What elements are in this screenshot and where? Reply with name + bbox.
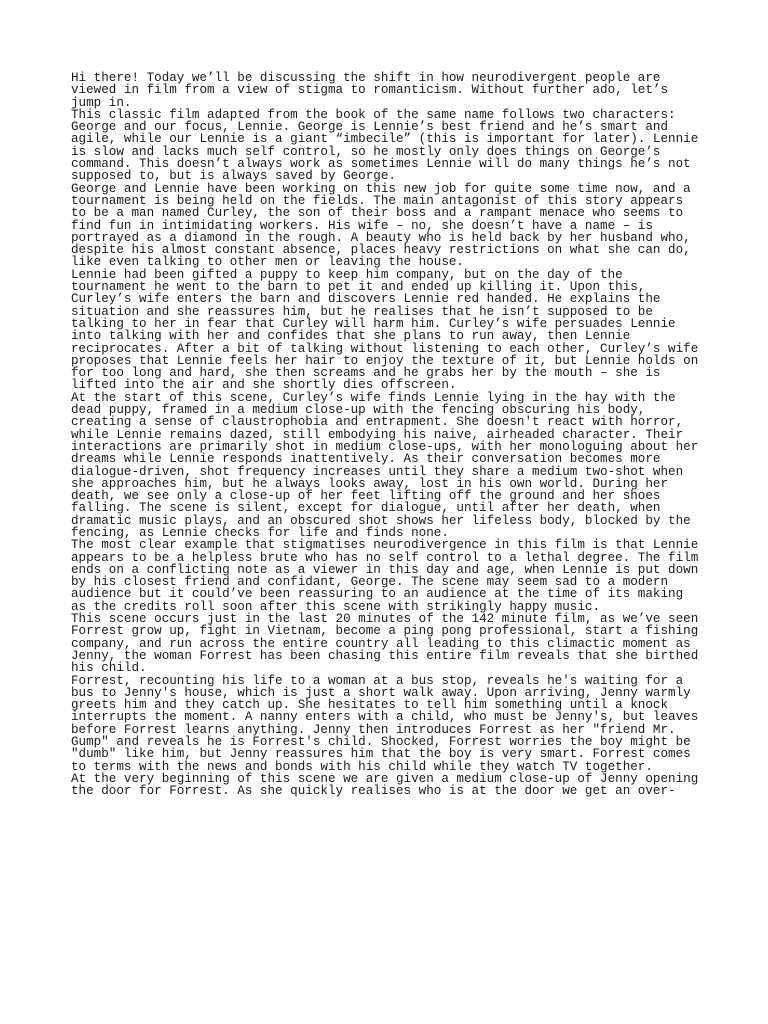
text-line: portrayed as a diamond in the rough. A beauty who is held back by her husband who, — [71, 230, 691, 245]
text-line: as the credits roll soon after this scene with strikingly happy music. — [71, 599, 601, 614]
text-line: dreams while Lennie responds inattentively. As their conversation becomes more — [71, 452, 661, 467]
text-line: Forrest, recounting his life to a woman at a bus stop, reveals he's waiting for a — [71, 673, 684, 688]
text-line: At the start of this scene, Curley’s wife finds Lennie lying in the hay with the — [71, 390, 676, 405]
text-line: before Forrest learns anything. Jenny then introduces Forrest as her "friend Mr. — [71, 722, 676, 737]
text-line: interrupts the moment. A nanny enters with a child, who must be Jenny's, but leaves — [71, 710, 699, 725]
text-line: dramatic music plays, and an obscured shot shows her lifeless body, blocked by the — [71, 513, 691, 528]
text-line: to be a man named Curley, the son of their boss and a rampant menace who seems to — [71, 206, 684, 221]
text-line: This classic film adapted from the book of the same name follows two characters: — [71, 107, 676, 122]
text-line: interactions are primarily shot in medium close-ups, with her monologuing about her — [71, 439, 699, 454]
document-body — [71, 72, 711, 798]
text-line: by his closest friend and confidant, George. The scene may seem sad to a modern — [71, 575, 669, 590]
text-line: creating a sense of claustrophobia and entrapment. She doesn't react with horror, — [71, 415, 684, 430]
text-line: jump in. — [71, 95, 132, 110]
text-line: Gump" and reveals he is Forrest's child. Shocked, Forrest worries the boy might be — [71, 735, 691, 750]
text-line: while Lennie remains dazed, still embodying his naive, airheaded character. Their — [71, 427, 684, 442]
text-line: Curley’s wife enters the barn and discovers Lennie red handed. He explains the — [71, 292, 661, 307]
text-line: fencing, as Lennie checks for life and finds none. — [71, 525, 449, 540]
text-line: Forrest grow up, fight in Vietnam, become a ping pong professional, start a fishing — [71, 624, 699, 639]
text-line: falling. The scene is silent, except for dialogue, until after her death, when — [71, 501, 661, 516]
text-line: to terms with the news and bonds with his child while they watch TV together. — [71, 759, 653, 774]
text-line: bus to Jenny's house, which is just a short walk away. Upon arriving, Jenny warmly — [71, 685, 691, 700]
text-line: like even talking to other men or leaving the house. — [71, 255, 464, 270]
text-line: audience but it could’ve been reassuring to an audience at the time of its making — [71, 587, 684, 602]
text-line: death, we see only a close-up of her feet lifting off the ground and her shoes — [71, 489, 661, 504]
text-line: This scene occurs just in the last 20 minutes of the 142 minute film, as we’ve seen — [71, 612, 699, 627]
text-line: tournament he went to the barn to pet it and ended up killing it. Upon this, — [71, 280, 646, 295]
text-line: Jenny, the woman Forrest has been chasing this entire film reveals that she birthed — [71, 648, 699, 663]
text-line: George and Lennie have been working on this new job for quite some time now, and a — [71, 181, 691, 196]
text-line: The most clear example that stigmatises neurodivergence in this film is that Lennie — [71, 538, 699, 553]
text-line: she approaches him, but he always looks away, lost in his own world. During her — [71, 476, 669, 491]
text-line: despite his almost constant absence, places heavy restrictions on what she can do, — [71, 243, 691, 258]
text-line: into talking with her and confides that she plans to run away, then Lennie — [71, 329, 631, 344]
text-line: reciprocates. After a bit of talking without listening to each other, Curley’s wife — [71, 341, 699, 356]
text-line: the door for Forrest. As she quickly realises who is at the door we get an over- — [71, 784, 676, 799]
text-line: command. This doesn’t always work as sometimes Lennie will do many things he’s not — [71, 157, 691, 172]
text-line: Hi there! Today we’ll be discussing the shift in how neurodivergent people are — [71, 71, 661, 85]
text-line: tournament is being held on the fields. The main antagonist of this story appears — [71, 193, 684, 208]
text-line: find fun in intimidating workers. His wife – no, she doesn’t have a name – is — [71, 218, 653, 233]
text-line: George and our focus, Lennie. George is Lennie’s best friend and he’s smart and — [71, 120, 669, 135]
text-line: for too long and hard, she then screams and he grabs her by the mouth – she is — [71, 366, 661, 381]
text-line: dead puppy, framed in a medium close-up with the fencing obscuring his body, — [71, 403, 646, 418]
text-line: his child. — [71, 661, 147, 676]
text-line: supposed to, but is always saved by George. — [71, 169, 396, 184]
text-line: lifted into the air and she shortly dies offscreen. — [71, 378, 457, 393]
text-line: appears to be a helpless brute who has no self control to a lethal degree. The film — [71, 550, 699, 565]
text-line: ends on a conflicting note as a viewer in this day and age, when Lennie is put down — [71, 562, 699, 577]
text-line: proposes that Lennie feels her hair to enjoy the texture of it, but Lennie holds on — [71, 353, 699, 368]
text-line: greets him and they catch up. She hesitates to tell him something until a knock — [71, 698, 669, 713]
text-line: "dumb" like him, but Jenny reassures him that the boy is very smart. Forrest comes — [71, 747, 691, 762]
text-line: company, and run across the entire country all leading to this climactic moment as — [71, 636, 691, 651]
text-line: is slow and lacks much self control, so he mostly only does things on George’s — [71, 144, 661, 159]
text-line: Lennie had been gifted a puppy to keep him company, but on the day of the — [71, 267, 623, 282]
text-line: talking to her in fear that Curley will harm him. Curley’s wife persuades Lennie — [71, 316, 676, 331]
text-line: dialogue-driven, shot frequency increases until they share a medium two-shot when — [71, 464, 684, 479]
text-line: viewed in film from a view of stigma to romanticism. Without further ado, let’s — [71, 83, 669, 98]
text-line: agile, while our Lennie is a giant “imbecile” (this is important for later). Lennie — [71, 132, 699, 147]
text-line: situation and she reassures him, but he realises that he isn’t supposed to be — [71, 304, 653, 319]
text-line: At the very beginning of this scene we are given a medium close-up of Jenny opening — [71, 771, 699, 786]
